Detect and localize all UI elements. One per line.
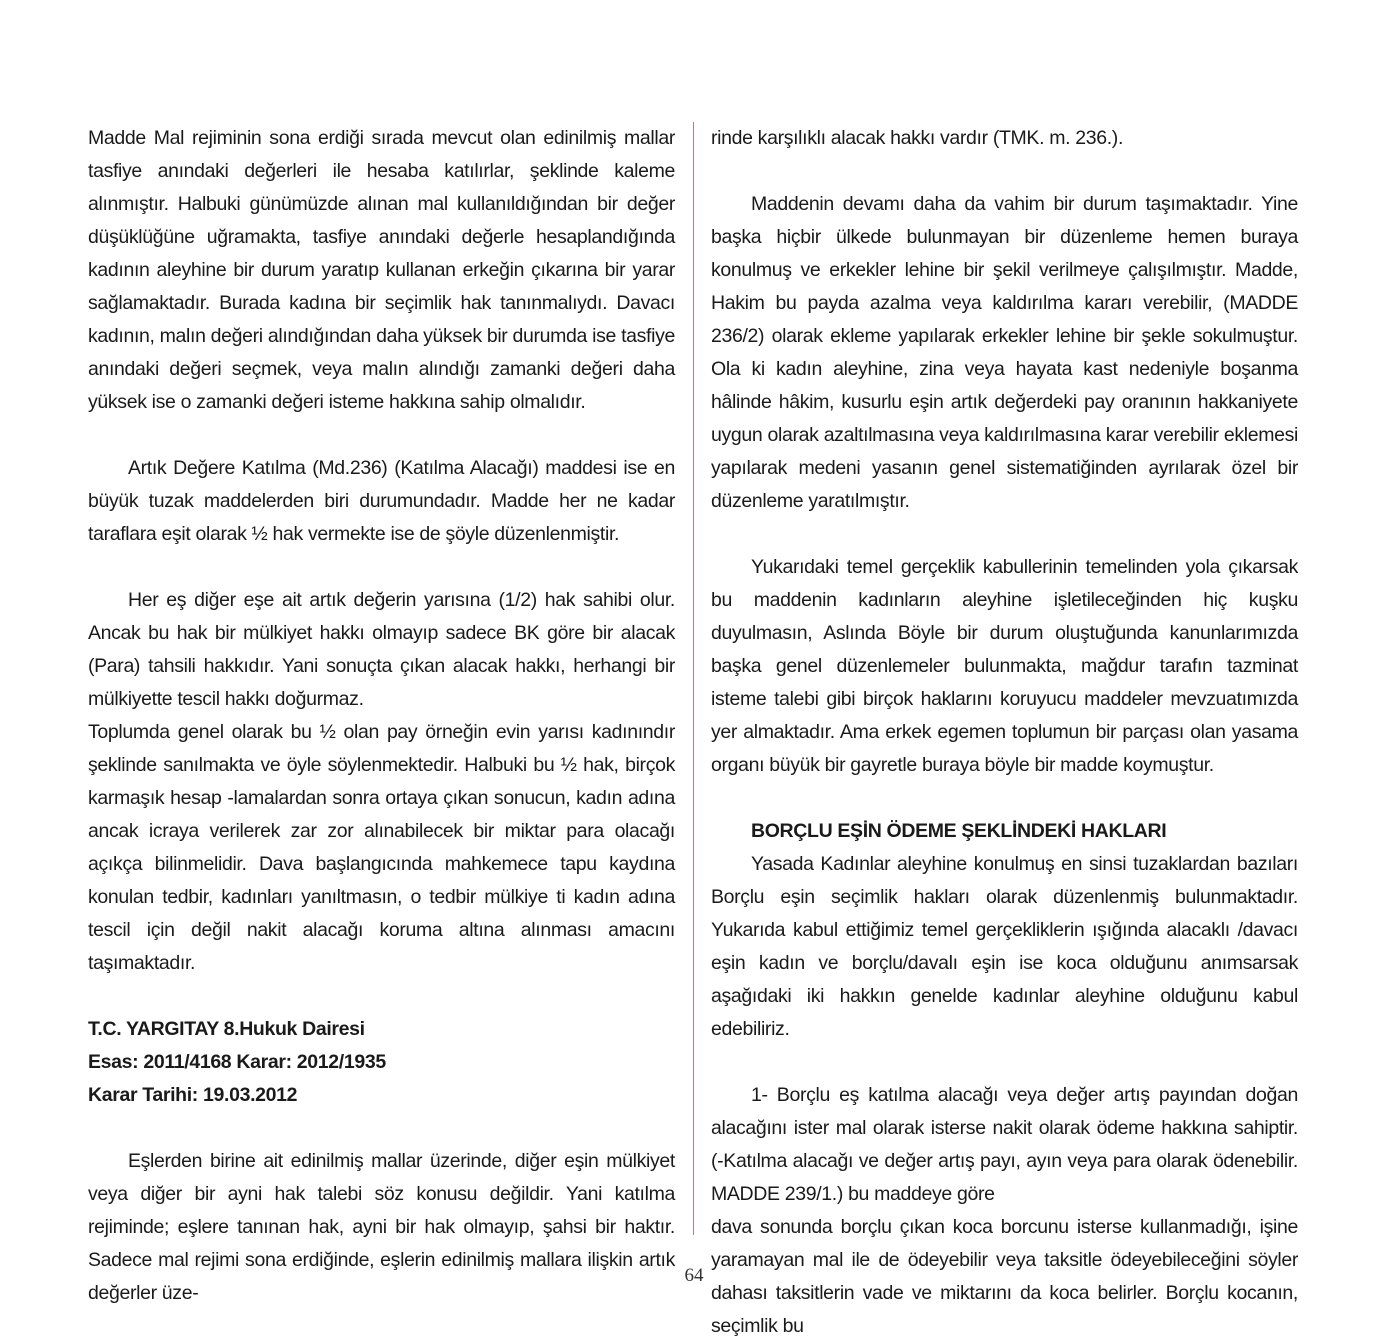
- left-paragraph-1: Madde Mal rejiminin sona erdiği sırada mevcut olan edinilmiş mallar tasfiye anındaki değerleri ile hesaba katılırlar, şeklinde kaleme alınmıştır. Halbuki günümüzde alınan mal kullanıldığından bir değer düşüklüğüne uğramakta, tasfiye anındaki değerle hesaplandığında kadının aleyhine bir durum yaratıp kullanan erkeğin çıkarına bir yarar sağlamaktadır. Burada kadına bir seçimlik hak tanınmalıydı. Davacı kadının, malın değeri alındığından daha yüksek bir durumda ise tasfiye anındaki değeri seçmek, veya malın alındığı zamanki değeri daha yüksek ise o zamanki değeri isteme hakkına sahip olmalıdır.: [88, 127, 675, 413]
- right-paragraph-4: Yasada Kadınlar aleyhine konulmuş en sinsi tuzaklardan bazıları Borçlu eşin seçimlik hakları olarak düzenlenmiş bulunmaktadır. Yukarıda kabul ettiğimiz temel gerçekliklerin ışığında alacaklı /davacı eşin kadın ve borçlu/davalı eşin ise koca olduğunu anımsarsak aşağıdaki iki hakkın genelde kadınlar aleyhine olduğunu kabul edebiliriz.: [711, 853, 1298, 1040]
- left-paragraph-4: Toplumda genel olarak bu ½ olan pay örneğin evin yarısı kadınındır şeklinde sanılmakta ve öyle söylenmektedir. Halbuki bu ½ hak, birçok karmaşık hesap -lamalardan sonra ortaya çıkan sonucun, kadın adına ancak icraya verilerek zar zor alınabilecek bir miktar para olacağı açıkça bilinmelidir. Dava başlangıcında mahkemece tapu kaydına konulan tedbir, kadınları yanıltmasın, o tedbir mülkiye ti kadın adına tescil için değil nakit alacağı koruma altına alınması amacını taşımaktadır.: [88, 721, 675, 974]
- right-paragraph-2: Maddenin devamı daha da vahim bir durum taşımaktadır. Yine başka hiçbir ülkede bulunmayan bir düzenleme hemen buraya konulmuş ve erkekler lehine bir şekil verilmeye çalışılmıştır. Madde, Hakim bu payda azalma veya kaldırılma kararı verebilir, (MADDE 236/2) olarak ekleme yapılarak erkekler lehine bir şekle sokulmuştur. Ola ki kadın aleyhine, zina veya hayata kast nedeniyle boşanma hâlinde hâkim, kusurlu eşin artık değerdeki pay oranının hakkaniyete uygun olarak azaltılmasına veya kaldırılmasına karar verebilir eklemesi yapılarak medeni yasanın genel sistematiğinden ayrılarak özel bir düzenleme yaratılmıştır.: [711, 193, 1298, 512]
- left-column: [88, 122, 675, 1310]
- section-heading: BORÇLU EŞİN ÖDEME ŞEKLİNDEKİ HAKLARI: [751, 820, 1167, 842]
- right-paragraph-1: rinde karşılıklı alacak hakkı vardır (TMK. m. 236.).: [711, 127, 1124, 149]
- right-paragraph-5: 1- Borçlu eş katılma alacağı veya değer artış payından doğan alacağını ister mal olarak isterse nakit olarak ödeme hakkına sahiptir. (-Katılma alacağı ve değer artış payı, ayın veya para olarak ödenebilir. MADDE 239/1.) bu maddeye göre: [711, 1084, 1298, 1205]
- page-number: 64: [684, 1265, 704, 1286]
- right-paragraph-3: Yukarıdaki temel gerçeklik kabullerinin temelinden yola çıkarsak bu maddenin kadınların aleyhine işletileceğinden hiç kuşku duyulmasın, Aslında Böyle bir durum oluştuğunda kanunlarımızda başka genel düzenlemeler bulunmakta, mağdur tarafın tazminat isteme talebi gibi birçok haklarını koruyucu maddeler mevzuatımızda yer almaktadır. Ama erkek egemen toplumun bir parçası olan yasama organı büyük bir gayretle buraya böyle bir madde koymuştur.: [711, 556, 1298, 776]
- court-decision-date: Karar Tarihi: 19.03.2012: [88, 1084, 298, 1106]
- left-paragraph-3: Her eş diğer eşe ait artık değerin yarısına (1/2) hak sahibi olur. Ancak bu hak bir mülkiyet hakkı olmayıp sadece BK göre bir alacak (Para) tahsili hakkıdır. Yani sonuçta çıkan alacak hakkı, herhangi bir mülkiyette tescil hakkı doğurmaz.: [88, 589, 675, 710]
- right-column: [711, 122, 1298, 1343]
- column-divider: [693, 122, 694, 1235]
- left-paragraph-5: Eşlerden birine ait edinilmiş mallar üzerinde, diğer eşin mülkiyet veya diğer bir ayni hak talebi söz konusu değildir. Yani katılma rejiminde; eşlere tanınan hak, ayni bir hak olmayıp, şahsi bir haktır. Sadece mal rejimi sona erdiğinde, eşlerin edinilmiş mallara ilişkin artık değerler üze-: [88, 1150, 675, 1304]
- court-case-numbers: Esas: 2011/4168 Karar: 2012/1935: [88, 1051, 386, 1073]
- court-name: T.C. YARGITAY 8.Hukuk Dairesi: [88, 1018, 365, 1040]
- right-paragraph-6: dava sonunda borçlu çıkan koca borcunu isterse kullanmadığı, işine yaramayan mal ile de ödeyebilir veya taksitle ödeyebileceğini söyler dahası taksitlerin vade ve miktarını da koca belirler. Borçlu kocanın, seçimlik bu: [711, 1216, 1298, 1337]
- left-paragraph-2: Artık Değere Katılma (Md.236) (Katılma Alacağı) maddesi ise en büyük tuzak maddelerden biri durumundadır. Madde her ne kadar taraflara eşit olarak ½ hak vermekte ise de şöyle düzenlenmiştir.: [88, 457, 675, 545]
